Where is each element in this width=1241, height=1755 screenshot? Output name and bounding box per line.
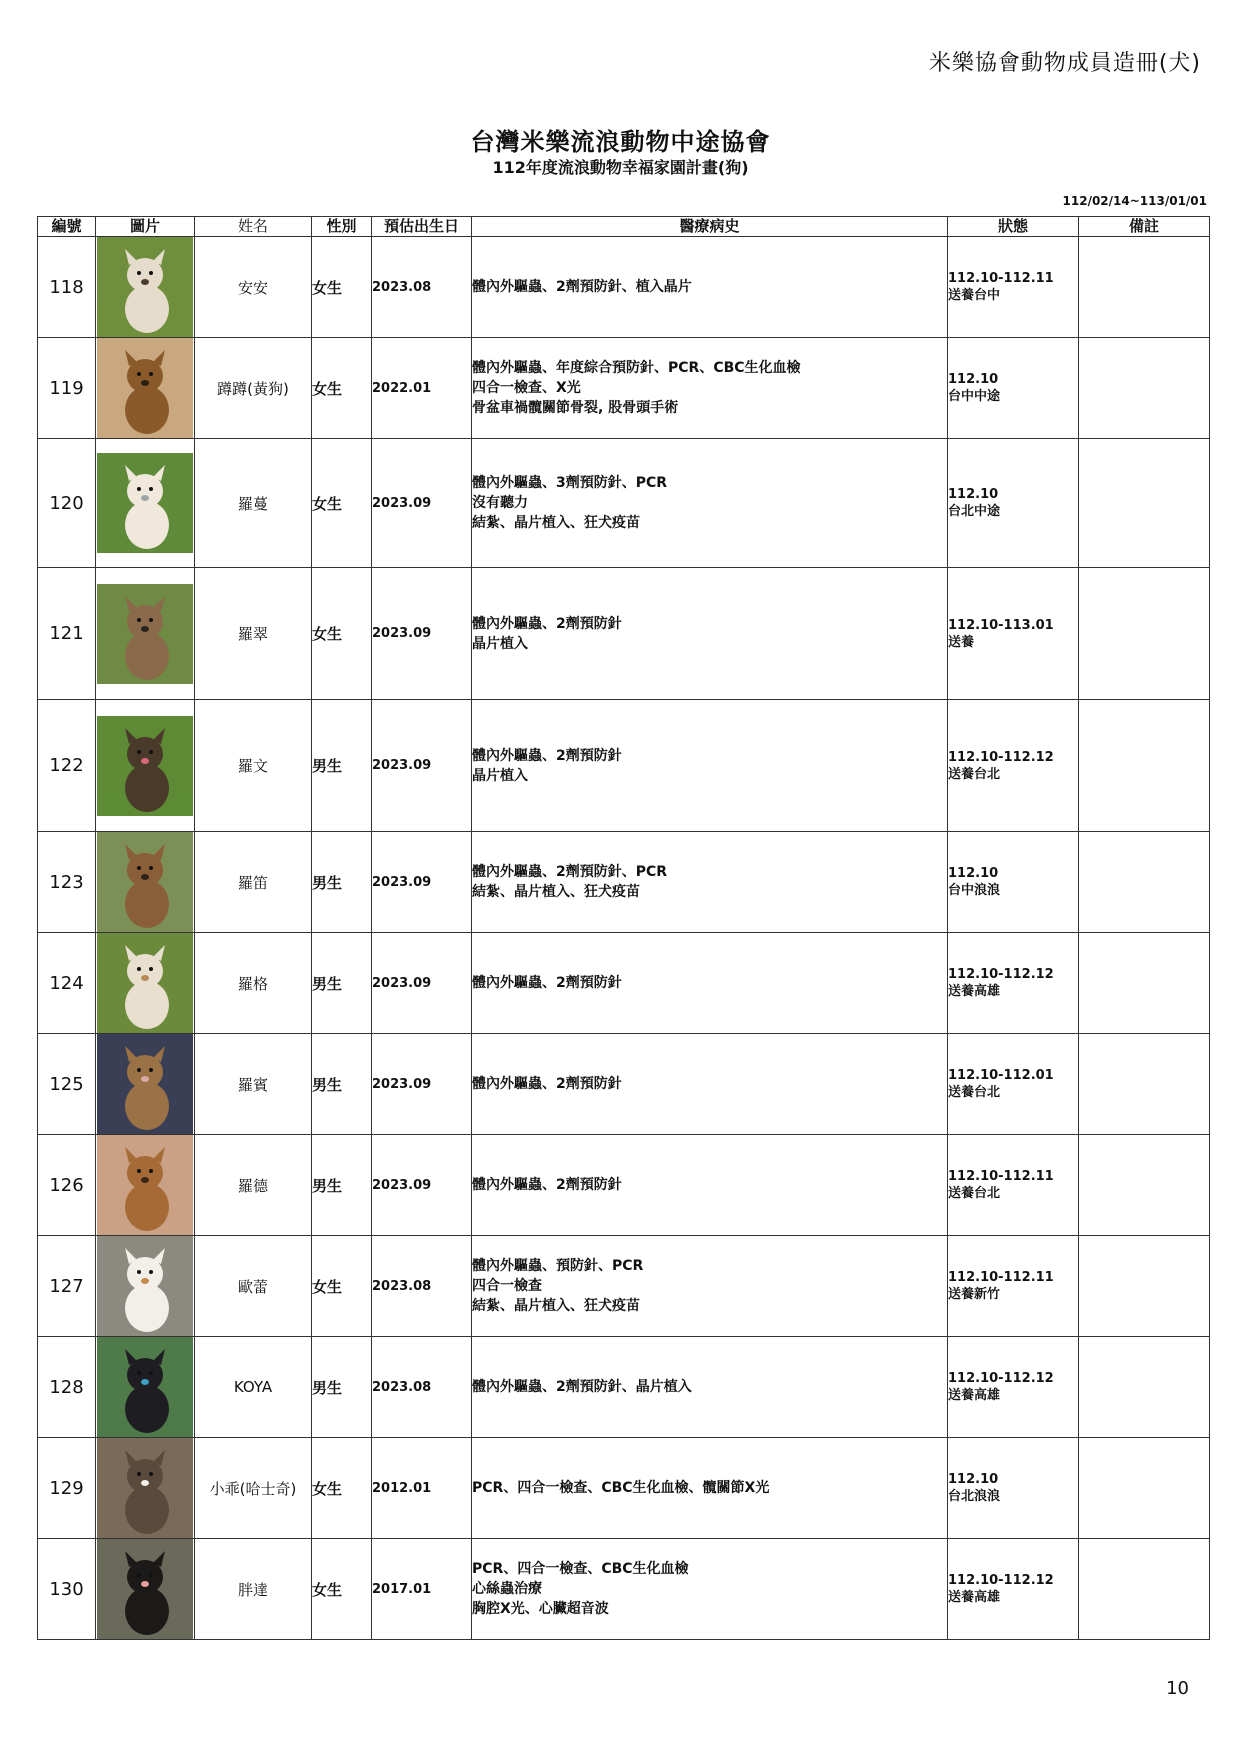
cell-notes	[1079, 933, 1210, 1034]
cell-status	[948, 832, 1079, 933]
cell-name: 羅蔓	[195, 439, 312, 568]
medical-line: 晶片植入	[472, 635, 528, 652]
dog-photo	[97, 832, 193, 932]
medical-line: 體內外驅蟲、2劑預防針	[472, 1076, 622, 1092]
header-status: 狀態	[948, 217, 1079, 237]
status-line: 台北中途	[948, 504, 1001, 519]
animal-roster-table	[37, 216, 1210, 1640]
cell-notes	[1079, 700, 1210, 832]
table-row	[38, 1539, 1210, 1640]
status-line: 112.10	[948, 372, 999, 387]
cell-medical	[472, 1539, 948, 1640]
dog-photo	[97, 338, 193, 438]
status-line: 送養台北	[948, 1085, 1001, 1100]
cell-status	[948, 1438, 1079, 1539]
status-line: 送養台中	[948, 288, 1001, 303]
dog-photo	[97, 933, 193, 1033]
dog-photo	[97, 1236, 193, 1336]
cell-gender: 男生	[312, 700, 372, 832]
cell-notes	[1079, 237, 1210, 338]
medical-line: PCR、四合一檢查、CBC生化血檢	[472, 1561, 689, 1577]
status-line: 台北浪浪	[948, 1489, 1001, 1504]
status-line: 112.10-112.11	[948, 1270, 1054, 1285]
cell-photo	[96, 700, 195, 832]
table-row	[38, 439, 1210, 568]
cell-name: 小乖(哈士奇)	[195, 1438, 312, 1539]
status-line: 112.10-112.12	[948, 967, 1054, 982]
medical-line: 體內外驅蟲、2劑預防針	[472, 615, 622, 632]
status-line: 送養新竹	[948, 1287, 1001, 1302]
cell-gender: 男生	[312, 1337, 372, 1438]
dog-photo	[97, 716, 193, 816]
cell-status	[948, 1236, 1079, 1337]
table-row	[38, 237, 1210, 338]
cell-photo	[96, 237, 195, 338]
header-photo: 圖片	[96, 217, 195, 237]
status-line: 112.10-112.11	[948, 271, 1054, 286]
cell-medical	[472, 1135, 948, 1236]
dog-photo	[97, 237, 193, 337]
cell-gender: 女生	[312, 1539, 372, 1640]
page-title: 台灣米樂流浪動物中途協會	[470, 128, 771, 156]
medical-line: 體內外驅蟲、2劑預防針、晶片植入	[472, 1379, 692, 1395]
cell-status	[948, 439, 1079, 568]
status-line: 112.10-112.12	[948, 1573, 1054, 1588]
cell-medical	[472, 832, 948, 933]
dog-photo	[97, 1337, 193, 1437]
cell-gender: 女生	[312, 237, 372, 338]
cell-notes	[1079, 832, 1210, 933]
cell-gender: 女生	[312, 1438, 372, 1539]
medical-line: 體內外驅蟲、3劑預防針、PCR	[472, 475, 668, 491]
cell-status	[948, 1034, 1079, 1135]
table-row	[38, 700, 1210, 832]
status-line: 送養高雄	[948, 1590, 1001, 1605]
cell-medical	[472, 439, 948, 568]
cell-name: 羅翠	[195, 568, 312, 700]
cell-id: 129	[38, 1438, 96, 1539]
cell-notes	[1079, 338, 1210, 439]
medical-line: 體內外驅蟲、2劑預防針、PCR	[472, 864, 668, 880]
cell-medical	[472, 338, 948, 439]
cell-medical	[472, 933, 948, 1034]
medical-line: 體內外驅蟲、2劑預防針	[472, 975, 622, 991]
cell-name: 羅文	[195, 700, 312, 832]
dog-photo	[97, 1438, 193, 1538]
header-notes: 備註	[1079, 217, 1210, 237]
cell-id: 130	[38, 1539, 96, 1640]
medical-line: 體內外驅蟲、預防針、PCR	[472, 1258, 644, 1274]
cell-name: 羅格	[195, 933, 312, 1034]
cell-name: 羅賓	[195, 1034, 312, 1135]
cell-gender: 男生	[312, 832, 372, 933]
table-row	[38, 1236, 1210, 1337]
cell-dob: 2022.01	[372, 338, 472, 439]
cell-name: 羅笛	[195, 832, 312, 933]
status-line: 112.10-112.01	[948, 1068, 1054, 1083]
cell-dob: 2023.08	[372, 1337, 472, 1438]
cell-photo	[96, 568, 195, 700]
medical-line: 骨盆車禍髖關節骨裂, 股骨頭手術	[472, 400, 679, 416]
cell-gender: 男生	[312, 933, 372, 1034]
status-line: 送養台北	[948, 766, 1001, 782]
medical-line: 四合一檢查	[472, 1278, 542, 1294]
cell-photo	[96, 338, 195, 439]
medical-line: 結紮、晶片植入、狂犬疫苗	[472, 515, 640, 531]
cell-medical	[472, 1236, 948, 1337]
cell-status	[948, 237, 1079, 338]
medical-line: 四合一檢查、X光	[472, 380, 581, 396]
cell-gender: 男生	[312, 1135, 372, 1236]
cell-id: 121	[38, 568, 96, 700]
cell-status	[948, 700, 1079, 832]
table-row	[38, 933, 1210, 1034]
cell-photo	[96, 1236, 195, 1337]
status-line: 送養台北	[948, 1186, 1001, 1201]
table-row	[38, 1135, 1210, 1236]
status-line: 112.10-112.12	[948, 1371, 1054, 1386]
medical-line: 沒有聽力	[472, 495, 528, 511]
cell-dob: 2023.09	[372, 832, 472, 933]
header-name: 姓名	[195, 217, 312, 237]
cell-gender: 女生	[312, 338, 372, 439]
cell-notes	[1079, 1236, 1210, 1337]
table-row	[38, 1438, 1210, 1539]
table-row	[38, 568, 1210, 700]
header-gender: 性別	[312, 217, 372, 237]
cell-dob: 2023.09	[372, 1135, 472, 1236]
table-row	[38, 338, 1210, 439]
medical-line: PCR、四合一檢查、CBC生化血檢、髖關節X光	[472, 1480, 770, 1496]
table-row	[38, 832, 1210, 933]
cell-id: 127	[38, 1236, 96, 1337]
header-medical: 醫療病史	[472, 217, 948, 237]
medical-line: 體內外驅蟲、2劑預防針	[472, 747, 622, 764]
table-row	[38, 1034, 1210, 1135]
cell-dob: 2017.01	[372, 1539, 472, 1640]
cell-id: 126	[38, 1135, 96, 1236]
table-body	[38, 237, 1210, 1640]
cell-id: 119	[38, 338, 96, 439]
cell-status	[948, 1135, 1079, 1236]
cell-id: 128	[38, 1337, 96, 1438]
cell-name: 羅德	[195, 1135, 312, 1236]
medical-line: 結紮、晶片植入、狂犬疫苗	[472, 884, 640, 900]
cell-gender: 男生	[312, 1034, 372, 1135]
status-line: 送養高雄	[948, 984, 1001, 999]
medical-line: 晶片植入	[472, 767, 528, 784]
header-dob: 預估出生日	[372, 217, 472, 237]
cell-id: 120	[38, 439, 96, 568]
status-line: 112.10-112.11	[948, 1169, 1054, 1184]
status-line: 112.10	[948, 487, 999, 502]
cell-notes	[1079, 1034, 1210, 1135]
cell-medical	[472, 1438, 948, 1539]
cell-medical	[472, 237, 948, 338]
cell-photo	[96, 1337, 195, 1438]
cell-name: 安安	[195, 237, 312, 338]
cell-notes	[1079, 1337, 1210, 1438]
cell-id: 122	[38, 700, 96, 832]
status-line: 送養	[948, 634, 975, 650]
cell-dob: 2023.09	[372, 933, 472, 1034]
header-id: 編號	[38, 217, 96, 237]
dog-photo	[97, 1034, 193, 1134]
cell-medical	[472, 568, 948, 700]
period-range: 112/02/14~113/01/01	[1062, 194, 1207, 208]
table-row	[38, 1337, 1210, 1438]
cell-dob: 2023.09	[372, 1034, 472, 1135]
dog-photo	[97, 1135, 193, 1235]
cell-photo	[96, 1135, 195, 1236]
cell-notes	[1079, 439, 1210, 568]
cell-dob: 2023.09	[372, 439, 472, 568]
cell-id: 123	[38, 832, 96, 933]
page-subtitle: 112年度流浪動物幸福家園計畫(狗)	[492, 158, 749, 177]
status-line: 台中中途	[948, 389, 1001, 404]
cell-notes	[1079, 1539, 1210, 1640]
cell-status	[948, 1539, 1079, 1640]
status-line: 112.10-112.12	[948, 749, 1054, 765]
cell-id: 125	[38, 1034, 96, 1135]
cell-medical	[472, 1034, 948, 1135]
cell-notes	[1079, 1135, 1210, 1236]
medical-line: 體內外驅蟲、2劑預防針	[472, 1177, 622, 1193]
cell-gender: 女生	[312, 439, 372, 568]
cell-photo	[96, 1034, 195, 1135]
cell-id: 118	[38, 237, 96, 338]
status-line: 台中浪浪	[948, 883, 1001, 898]
dog-photo	[97, 1539, 193, 1639]
cell-dob: 2012.01	[372, 1438, 472, 1539]
page-number: 10	[1166, 1678, 1189, 1699]
cell-dob: 2023.09	[372, 568, 472, 700]
cell-photo	[96, 439, 195, 568]
cell-status	[948, 568, 1079, 700]
status-line: 送養高雄	[948, 1388, 1001, 1403]
cell-name: 蹲蹲(黃狗)	[195, 338, 312, 439]
medical-line: 結紮、晶片植入、狂犬疫苗	[472, 1298, 640, 1314]
status-line: 112.10-113.01	[948, 617, 1054, 633]
cell-dob: 2023.08	[372, 1236, 472, 1337]
medical-line: 心絲蟲治療	[472, 1581, 542, 1597]
cell-photo	[96, 1438, 195, 1539]
status-line: 112.10	[948, 866, 999, 881]
dog-photo	[97, 584, 193, 684]
cell-status	[948, 933, 1079, 1034]
cell-notes	[1079, 1438, 1210, 1539]
cell-id: 124	[38, 933, 96, 1034]
status-line: 112.10	[948, 1472, 999, 1487]
cell-medical	[472, 1337, 948, 1438]
medical-line: 胸腔X光、心臟超音波	[472, 1601, 609, 1617]
cell-name: KOYA	[195, 1337, 312, 1438]
table-header-row	[38, 217, 1210, 237]
cell-gender: 女生	[312, 1236, 372, 1337]
cell-notes	[1079, 568, 1210, 700]
cell-name: 歐蕾	[195, 1236, 312, 1337]
cell-dob: 2023.08	[372, 237, 472, 338]
cell-photo	[96, 832, 195, 933]
medical-line: 體內外驅蟲、年度綜合預防針、PCR、CBC生化血檢	[472, 360, 801, 376]
cell-status	[948, 1337, 1079, 1438]
cell-status	[948, 338, 1079, 439]
cell-photo	[96, 1539, 195, 1640]
document-header-label: 米樂協會動物成員造冊(犬)	[928, 51, 1201, 76]
cell-dob: 2023.09	[372, 700, 472, 832]
cell-name: 胖達	[195, 1539, 312, 1640]
dog-photo	[97, 453, 193, 553]
cell-photo	[96, 933, 195, 1034]
medical-line: 體內外驅蟲、2劑預防針、植入晶片	[472, 279, 692, 295]
cell-gender: 女生	[312, 568, 372, 700]
cell-medical	[472, 700, 948, 832]
